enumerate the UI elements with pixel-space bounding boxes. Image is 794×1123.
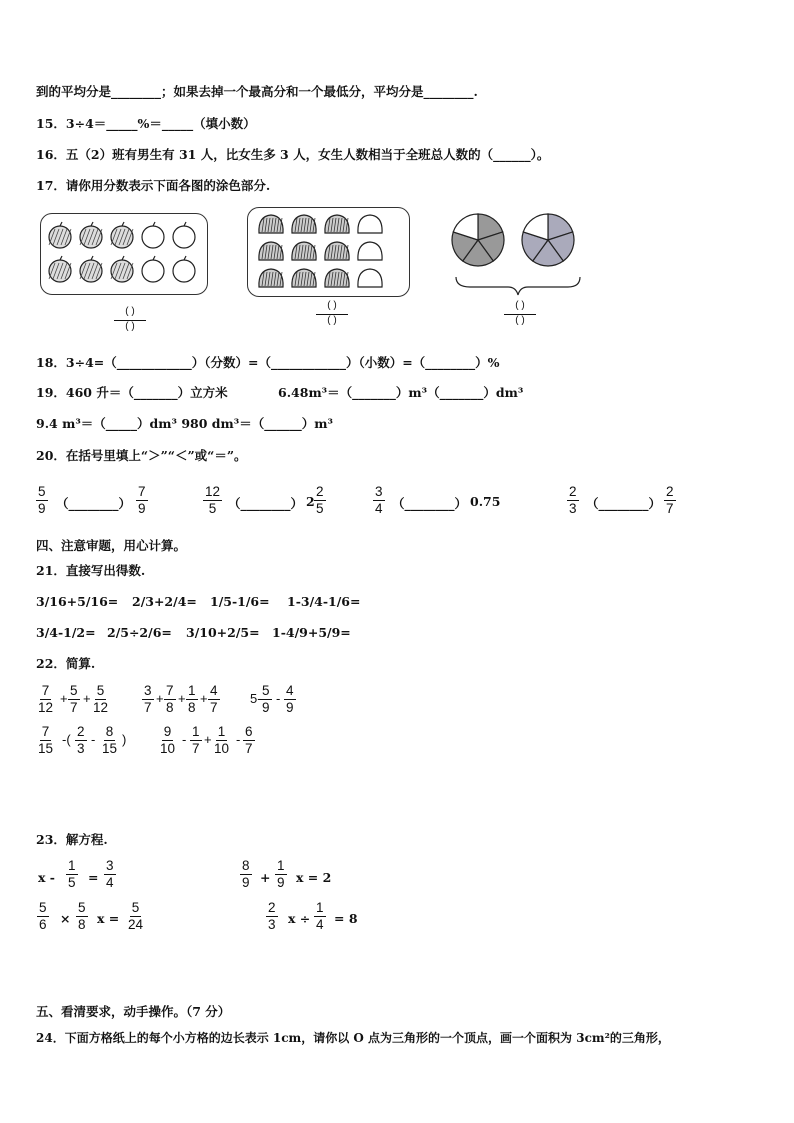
q20-2-right-fraction: $\frac{2}{5}$ — [316, 484, 324, 516]
q22-e5-f1: $\frac{9}{10}$ — [160, 724, 176, 756]
q17-blank-3: ( ) ( ) — [500, 300, 540, 326]
q22-e1-f2: $\frac{5}{7}$ — [70, 683, 78, 715]
q22-e3-op1: - — [276, 691, 281, 706]
question-23: 23．解方程. — [36, 832, 108, 847]
q22-e5-op1: - — [182, 732, 187, 747]
question-22: 22．简算. — [36, 656, 96, 671]
peach-icon — [259, 242, 283, 260]
apple-icon — [173, 256, 195, 282]
q21-r2-4: 1-4/9+5/9= — [272, 625, 351, 640]
peach-icon — [292, 269, 316, 287]
q22-e5-f2: $\frac{1}{7}$ — [192, 724, 200, 756]
q20-3-left-fraction: $\frac{3}{4}$ — [375, 484, 383, 516]
q22-e3-f2: $\frac{4}{9}$ — [286, 683, 294, 715]
peach-icon — [325, 242, 349, 260]
q23-e3-op: × — [60, 911, 71, 926]
question-19a: 19．460 升＝（_______）立方米 — [36, 385, 228, 400]
section-5-title: 五、看清要求，动手操作。（7 分） — [36, 1004, 231, 1019]
apple-icon — [80, 256, 102, 282]
apple-icon — [49, 256, 71, 282]
q17-blank-1: ( ) ( ) — [110, 306, 150, 332]
question-15: 15．3÷4＝_____%＝_____（填小数） — [36, 116, 256, 131]
q20-2-right-int: 2 — [306, 494, 315, 509]
q14-continuation: 到的平均分是________；如果去掉一个最高分和一个最低分，平均分是________. — [36, 84, 478, 99]
q23-e3-f2: $\frac{5}{8}$ — [78, 900, 86, 932]
q21-r2-3: 3/10+2/5= — [186, 625, 260, 640]
question-17: 17．请你用分数表示下面各图的涂色部分. — [36, 178, 271, 193]
peach-icon — [325, 269, 349, 287]
q23-e1-eq: = — [88, 870, 99, 885]
q22-e5-op2: + — [204, 732, 212, 747]
q23-e3-x: x = — [97, 911, 120, 926]
peach-icon — [259, 215, 283, 233]
q22-e2-f3: $\frac{1}{8}$ — [188, 683, 196, 715]
question-19b: 6.48m³＝（_______）m³（_______）dm³ — [278, 385, 524, 400]
q22-e1-f3: $\frac{5}{12}$ — [93, 683, 109, 715]
peach-icon — [325, 215, 349, 233]
q20-4-left-fraction: $\frac{2}{3}$ — [569, 484, 577, 516]
apple-icon — [111, 256, 133, 282]
q22-e4-f1: $\frac{7}{15}$ — [38, 724, 54, 756]
q22-e2-f1: $\frac{3}{7}$ — [144, 683, 152, 715]
peach-icon — [358, 269, 382, 287]
q20-3-blank: （________） — [392, 496, 468, 511]
pie-icon — [452, 214, 504, 266]
apple-icon — [80, 222, 102, 248]
q21-r1-1: 3/16+5/16= — [36, 594, 119, 609]
q22-e5-f3: $\frac{1}{10}$ — [214, 724, 230, 756]
q22-e2-f4: $\frac{4}{7}$ — [210, 683, 218, 715]
q23-e2-tail: x = 2 — [296, 870, 332, 885]
q20-4-blank: （________） — [586, 496, 662, 511]
q22-e5-op3: - — [236, 732, 241, 747]
q21-r1-2: 2/3+2/4= — [132, 594, 197, 609]
q23-e1-f1: $\frac{1}{5}$ — [68, 858, 76, 890]
apple-icon — [173, 222, 195, 248]
peach-icon — [358, 215, 382, 233]
q23-e1-lead: x - — [38, 870, 55, 885]
q21-r1-4: 1-3/4-1/6= — [287, 594, 361, 609]
question-19c: 9.4 m³＝（_____）dm³ 980 dm³＝（______）m³ — [36, 416, 333, 431]
q20-2-left-fraction: $\frac{12}{5}$ — [205, 484, 221, 516]
question-24: 24．下面方格纸上的每个小方格的边长表示 1cm，请你以 O 点为三角形的一个顶点，画一个面积为 3cm²的三角形， — [36, 1031, 670, 1045]
apple-icon — [111, 222, 133, 248]
q20-4-right-fraction: $\frac{2}{7}$ — [666, 484, 674, 516]
q23-e4-x: x ÷ — [288, 911, 311, 926]
q17-blank-2: ( ) ( ) — [312, 300, 352, 326]
q22-e5-f4: $\frac{6}{7}$ — [245, 724, 253, 756]
brace-icon — [456, 277, 580, 295]
q20-3-right-value: 0.75 — [470, 494, 501, 509]
apples-figure — [40, 213, 206, 293]
q21-r2-2: 2/5÷2/6= — [107, 625, 172, 640]
q22-e2-op3: + — [200, 691, 208, 706]
q22-e3-lead: 5- — [250, 691, 262, 706]
peach-icon — [358, 242, 382, 260]
q22-e4-f2: $\frac{2}{3}$ — [77, 724, 85, 756]
q23-e4-f2: $\frac{1}{4}$ — [316, 900, 324, 932]
question-20: 20．在括号里填上“＞”“＜”或“＝”。 — [36, 448, 247, 463]
q23-e3-f1: $\frac{5}{6}$ — [39, 900, 47, 932]
q23-e4-f1: $\frac{2}{3}$ — [268, 900, 276, 932]
q23-e1-f2: $\frac{3}{4}$ — [106, 858, 114, 890]
q23-e2-f2: $\frac{1}{9}$ — [277, 858, 285, 890]
q22-e1-f1: $\frac{7}{12}$ — [38, 683, 54, 715]
q23-e4-tail: = 8 — [334, 911, 358, 926]
q23-e2-f1: $\frac{8}{9}$ — [242, 858, 250, 890]
apple-icon — [142, 256, 164, 282]
apple-icon — [142, 222, 164, 248]
q22-e4-op2: - — [91, 732, 96, 747]
q23-e3-f3: $\frac{5}{24}$ — [128, 900, 144, 932]
q21-r2-1: 3/4-1/2= — [36, 625, 96, 640]
q22-e2-op2: + — [178, 691, 186, 706]
q22-e1-op2: + — [83, 691, 91, 706]
question-18: 18．3÷4=（____________）（分数）=（____________）（小数）=（________）% — [36, 355, 500, 370]
section-4-title: 四、注意审题，用心计算。 — [36, 538, 187, 553]
q20-1-blank: （________） — [56, 496, 132, 511]
circles-figure — [450, 205, 590, 305]
peach-icon — [292, 215, 316, 233]
q22-e2-op1: + — [156, 691, 164, 706]
q23-e2-op: + — [260, 870, 271, 885]
q22-e3-f1: $\frac{5}{9}$ — [262, 683, 270, 715]
question-21: 21．直接写出得数. — [36, 563, 146, 578]
q22-e2-f2: $\frac{7}{8}$ — [166, 683, 174, 715]
q21-r1-3: 1/5-1/6= — [210, 594, 270, 609]
peaches-figure — [247, 207, 408, 295]
question-16: 16．五（2）班有男生有 31 人，比女生多 3 人，女生人数相当于全班总人数的（______）。 — [36, 147, 550, 162]
pie-icon — [522, 214, 574, 266]
q22-e4-op1: -( — [62, 732, 71, 747]
peach-icon — [292, 242, 316, 260]
q22-e4-tail: ) — [122, 732, 127, 747]
q20-2-blank: （________） — [228, 496, 304, 511]
q20-1-right-fraction: $\frac{7}{9}$ — [138, 484, 146, 516]
q20-1-left-fraction: $\frac{5}{9}$ — [38, 484, 46, 516]
q22-e1-op1: + — [60, 691, 68, 706]
apple-icon — [49, 222, 71, 248]
q22-e4-f3: $\frac{8}{15}$ — [102, 724, 118, 756]
peach-icon — [259, 269, 283, 287]
